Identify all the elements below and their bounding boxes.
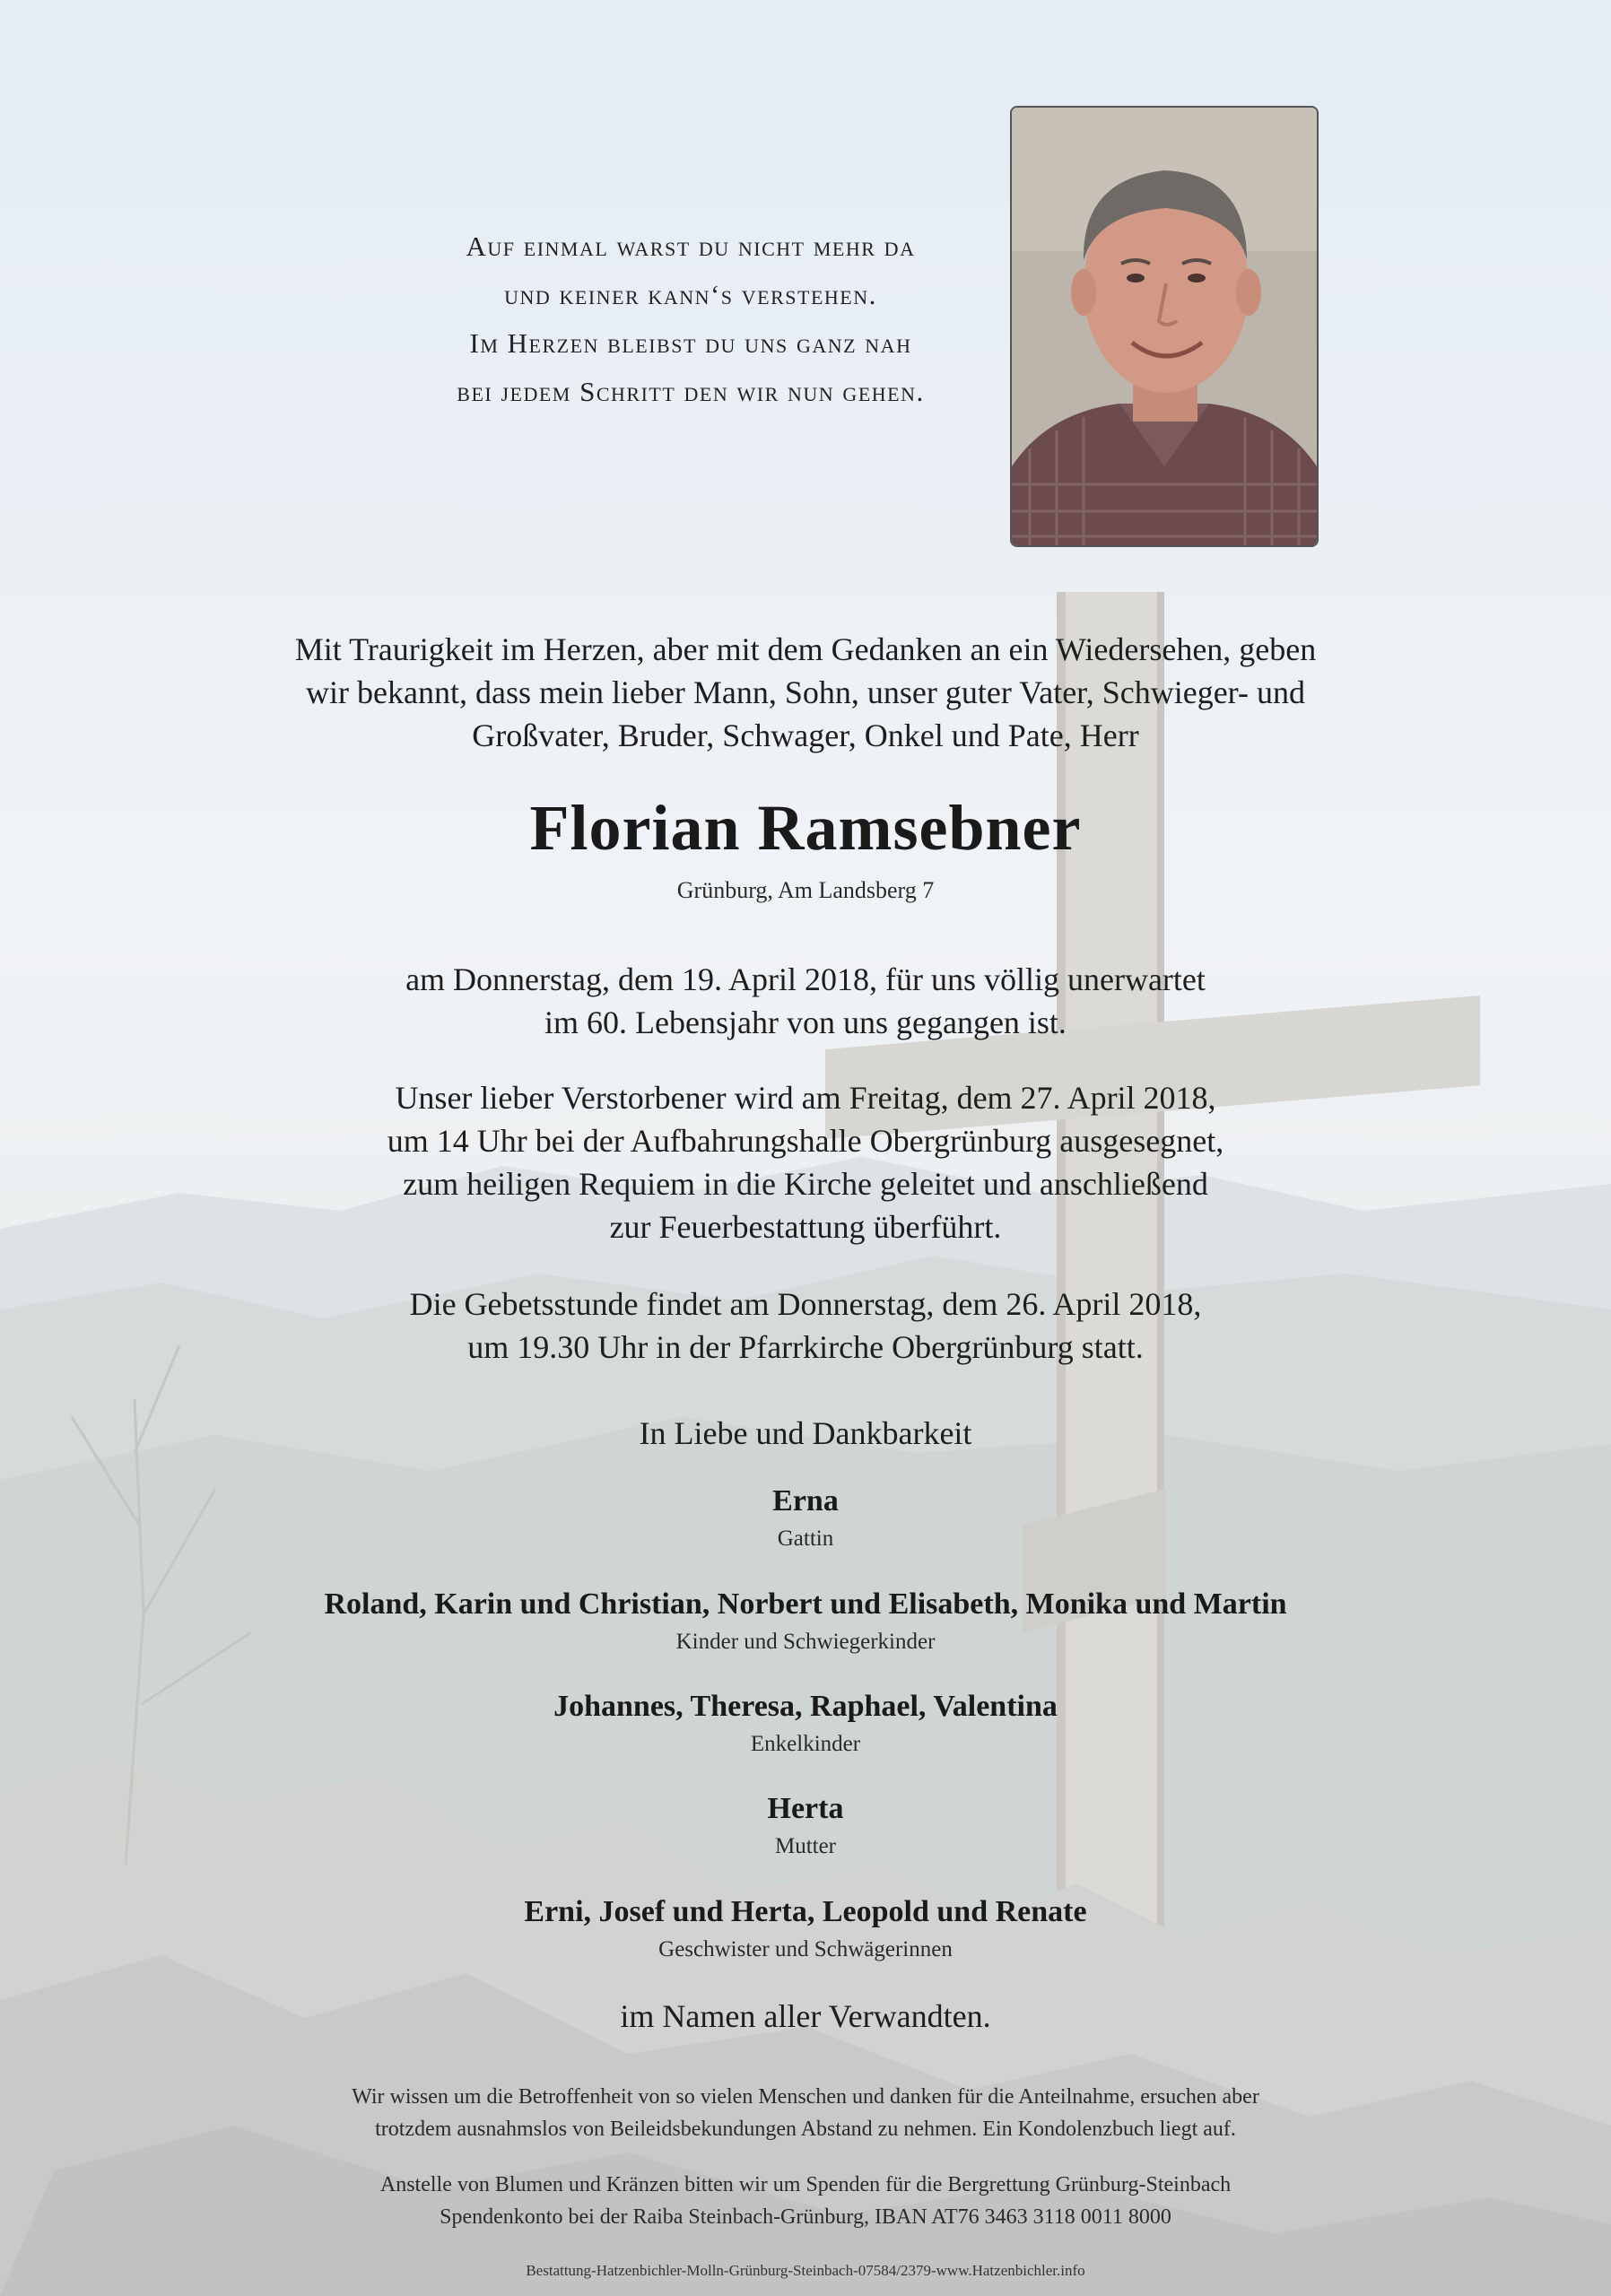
funeral-line: zur Feuerbestattung überführt.	[609, 1209, 1002, 1245]
condolence-note	[0, 2081, 1611, 2145]
deceased-name: Florian Ramsebner	[529, 792, 1082, 864]
intro-paragraph	[0, 628, 1611, 757]
funeral-line: um 14 Uhr bei der Aufbahrungshalle Obergrünburg ausgesegnet,	[387, 1123, 1224, 1159]
condolence-line: trotzdem ausnahmslos von Beileidsbekundungen Abstand zu nehmen. Ein Kondolenzbuch liegt auf.	[375, 2118, 1236, 2141]
closing-line: In Liebe und Dankbarkeit	[639, 1415, 972, 1451]
donation-line: Anstelle von Blumen und Kränzen bitten wir um Spenden für die Bergrettung Grünburg-Steinbach	[379, 2173, 1232, 2196]
family-role: Enkelkinder	[750, 1732, 861, 1756]
family-names: Johannes, Theresa, Raphael, Valentina	[553, 1690, 1058, 1723]
prayer-paragraph	[0, 1283, 1611, 1369]
family-role: Gattin	[777, 1526, 834, 1551]
prayer-line: Die Gebetsstunde findet am Donnerstag, dem 26. April 2018,	[409, 1286, 1202, 1322]
family-names: Erni, Josef und Herta, Leopold und Renate	[524, 1895, 1087, 1928]
poem-line: Auf einmal warst du nicht mehr da	[466, 230, 916, 262]
intro-line: wir bekannt, dass mein lieber Mann, Sohn, unser guter Vater, Schwieger- und	[306, 674, 1305, 710]
poem-line: bei jedem Schritt den wir nun gehen.	[457, 376, 925, 407]
relatives-line: im Namen aller Verwandten.	[620, 1998, 991, 2034]
condolence-line: Wir wissen um die Betroffenheit von so vielen Menschen und danken für die Anteilnahme, ersuchen aber	[352, 2085, 1259, 2109]
death-line: im 60. Lebensjahr von uns gegangen ist.	[544, 1004, 1067, 1040]
donation-line: Spendenkonto bei der Raiba Steinbach-Grünburg, IBAN AT76 3463 3118 0011 8000	[440, 2205, 1171, 2229]
family-names: Erna	[772, 1484, 839, 1518]
funeral-paragraph	[0, 1076, 1611, 1248]
death-paragraph	[0, 958, 1611, 1044]
family-role: Geschwister und Schwägerinnen	[658, 1937, 953, 1961]
poem-line: und keiner kann‘s verstehen.	[504, 279, 877, 310]
family-role: Kinder und Schwiegerkinder	[675, 1630, 936, 1654]
death-line: am Donnerstag, dem 19. April 2018, für uns völlig unerwartet	[405, 961, 1206, 997]
donation-note	[0, 2169, 1611, 2233]
family-names: Roland, Karin und Christian, Norbert und Elisabeth, Monika und Martin	[324, 1587, 1287, 1621]
deceased-address: Grünburg, Am Landsberg 7	[676, 877, 935, 903]
funeral-line: Unser lieber Verstorbener wird am Freitag, dem 27. April 2018,	[395, 1080, 1216, 1116]
intro-line: Mit Traurigkeit im Herzen, aber mit dem Gedanken an ein Wiedersehen, geben	[294, 631, 1317, 667]
family-names: Herta	[767, 1792, 844, 1825]
undertaker-footer: Bestattung-Hatzenbichler-Molln-Grünburg-Steinbach-07584/2379-www.Hatzenbichler.info	[526, 2262, 1085, 2279]
family-role: Mutter	[774, 1834, 837, 1858]
funeral-line: zum heiligen Requiem in die Kirche geleitet und anschließend	[403, 1166, 1208, 1202]
portrait-photo	[1010, 106, 1319, 547]
portrait-image	[1012, 108, 1317, 545]
intro-line: Großvater, Bruder, Schwager, Onkel und Pate, Herr	[472, 718, 1139, 753]
prayer-line: um 19.30 Uhr in der Pfarrkirche Obergrünburg statt.	[467, 1329, 1144, 1365]
poem-line: Im Herzen bleibst du uns ganz nah	[469, 327, 912, 359]
